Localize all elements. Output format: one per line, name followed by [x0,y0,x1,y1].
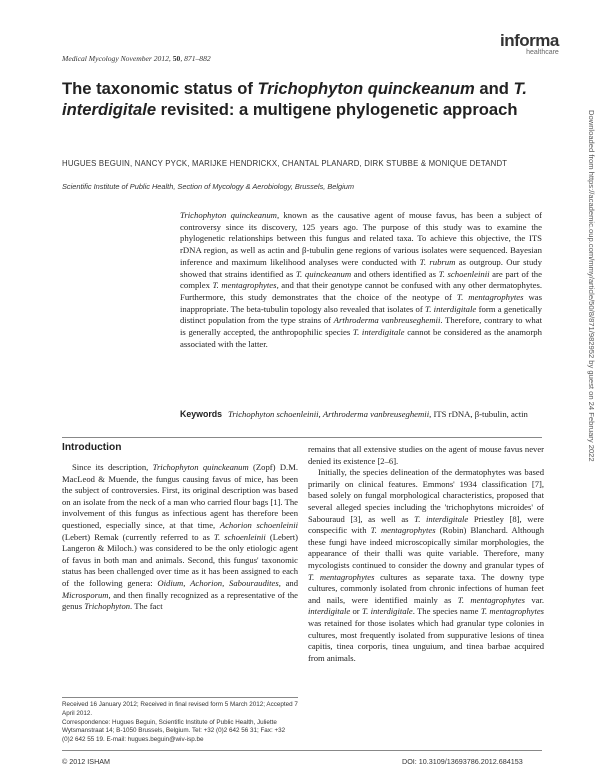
body-text: or [350,606,362,617]
column-right [308,444,544,664]
body-text: cultures as separate taxa. The downy type cultures, commonly isolated from chronic infections of human feet and nails, were identified mainly as [308,571,545,605]
affiliation: Scientific Institute of Public Health, Section of Mycology & Aerobiology, Brussels, Belgium [62,182,355,191]
species-name: T. mentagrophytes [457,594,525,605]
author-list: HUGUES BEGUIN, NANCY PYCK, MARIJKE HENDRICKX, CHANTAL PLANARD, DIRK STUBBE & MONIQUE DETANDT [62,159,508,168]
species-name: T. schoenleinii [213,531,266,542]
abstract-text: form a genetically distinct population from the type strains of [180,303,543,326]
paragraph [62,462,298,613]
body-text: , and then finally recognized as a representative of the genus [62,589,298,612]
body-text: Priestley [8], were conspecific with [308,513,544,536]
abstract-text: are part of the complex [180,268,542,291]
body-text: (Lebert) Langeron & Miloch.) was considered to be the only etiologic agent of favus in both man and animals. Second, this fungus' taxonomic status has been challenged over time as it has been assigned to each of the following genera: [62,531,299,588]
keyword: Arthroderma vanbreuseghemii [322,409,430,419]
body-text: Initially, the species delineation of the dermatophytes was based primarily on clinical features. Emmons' 1934 classification [7], based solely on fungal morphological characteristics, proposed that several alleged species including the 'trichophytons microides' of Sabouraud [3], as well as [308,467,544,524]
received-note [62,701,298,745]
section-heading: Introduction [62,442,122,453]
title-text: and [474,79,514,98]
abstract-text: , and that their genotype cannot be confused with any other dermatophytes. Furthermore, this study demonstrates that the choice of the neotype of [180,280,542,302]
body-text: was retained for those isolates which had granular type colonies in cultures, most frequently isolated from suppurative lesions of tinea capitis, tinea corporis, tinea unguium, and tinea barbae acquired from animals. [308,617,544,663]
body-text: Since its description, [72,462,153,472]
doi: DOI: 10.3109/13693786.2012.684153 [402,757,523,766]
abstract-text: cannot be considered as the anamorph associated with the latter. [180,327,542,349]
article-title [62,78,542,120]
genus-name: Microsporum [62,589,109,600]
volume: 50 [172,54,181,63]
download-note: Downloaded from https://academic.oup.com/mmy/article/50/8/871/982952 by guest on 24 February 2022 [587,110,596,462]
keyword: , ITS rDNA, β-tubulin, actin [429,409,528,419]
species-name: T. mentagrophytes [212,280,277,291]
abstract [180,210,542,350]
title-text: revisited: a multigene phylogenetic approach [156,100,518,119]
abstract-text: was inappropriate. The beta-tubulin topology also revealed that isolates of [180,291,542,314]
title-species: Trichophyton quinckeanum [257,79,475,98]
species-name: T. mentagrophytes [308,571,375,582]
body-text: , and [278,577,299,588]
download-watermark [586,110,596,630]
keyword-separator: , [318,409,323,419]
abstract-text: and others identified as [351,268,439,279]
footnote-divider [62,697,298,698]
species-name: interdigitale [308,606,351,617]
publisher-logo [500,32,559,57]
body-text: (Robin) Blanchard. Although these fungi have indeed microscopically similar morphologies, the appearance of their thalli was quite variable. Therefore, many mycologists continued to consider the downy and granular types of [308,525,544,570]
body-text: . The fact [130,601,163,612]
abstract-text: . Therefore, contrary to what is generally accepted, the anthropophilic species [180,315,542,338]
species-name: Achorion schoenleinii [219,519,298,530]
column-left [62,462,298,613]
journal-citation [62,54,211,63]
keyword: Trichophyton schoenleinii [228,409,319,419]
species-name: Trichophyton quinckeanum [180,210,277,220]
genus-name: Sabouraudites [229,577,279,588]
keywords-label: Keywords [180,409,223,419]
footer-divider [62,750,542,751]
species-name: T. rubrum [419,256,456,267]
body-text: , [183,577,191,588]
paragraph [308,467,544,664]
body-text: (Lebert) Remak (currently referred to as [62,531,214,542]
title-text: The taxonomic status of [62,79,258,98]
species-name: T. interdigitale [425,303,477,314]
species-name: T. interdigitale [414,513,469,524]
logo-word: informa [500,31,559,50]
species-name: T. mentagrophytes [456,291,524,302]
species-name: T. mentagrophytes [370,525,436,536]
keywords [180,409,542,421]
genus-name: Achorion [190,577,223,588]
body-text: , [222,577,230,588]
genus-name: Oidium [157,577,184,588]
body-text: var. [524,594,544,605]
paragraph [308,444,544,467]
species-name: T. schoenleinii [438,268,490,279]
species-name: T. quinckeanum [295,268,352,279]
logo-subtitle: healthcare [526,49,559,56]
species-name: T. interdigitale [352,327,405,338]
body-text: remains that all extensive studies on the agent of mouse favus never denied its existence [2–6]. [308,444,544,466]
abstract-text: , known as the causative agent of mouse favus, has been a subject of controversy since its discovery, 125 years ago. The purpose of this study was to examine the phylogenetic relationships between this fungus and related taxa. To achieve this objective, the ITS rDNA region, as well as actin and β-tubulin gene regions of various isolates were sequenced. Bayesian inference and maximum likelihood analyses were conducted with [180,210,542,267]
correspondence: Correspondence: Hugues Beguin, Scientific Institute of Public Health, Juliette Wytsmanstraat 14; B-1050 Brussels, Belgium. Tel: +32 (0)2 642 56 31; Fax: +32 (0)2 642 55 19. E-mail: hugues.beguin@wiv-isp.be [62,718,286,744]
species-name: Trichophyton quinckeanum [152,462,249,472]
received-dates: Received 16 January 2012; Received in final revised form 5 March 2012; Accepted 7 April 2012. [62,701,298,717]
section-divider [62,437,542,438]
issue-date: November 2012, [118,54,173,63]
title-species: T. interdigitale [62,79,527,119]
page-range: , 871–882 [180,54,211,63]
species-name: T. interdigitale [361,606,413,617]
copyright: © 2012 ISHAM [62,757,111,766]
body-text: . The species name [412,606,481,617]
body-text: (Zopf) D.M. MacLeod & Muende, the fungus causing favus of mice, has been the subject of controversies. First, its original description was based on an isolate from the neck of a man who carried flour bags [1]. The involvement of this fungus as infectious agent has therefore been questioned, especially since, at that time, [62,462,298,530]
genus-name: Trichophyton [84,601,131,612]
species-name: T. mentagrophytes [480,606,544,617]
species-name: Arthroderma vanbreuseghemii [333,315,441,326]
journal-name: Medical Mycology [62,54,119,63]
abstract-text: as outgroup. Our study showed that strains identified as [180,256,542,279]
